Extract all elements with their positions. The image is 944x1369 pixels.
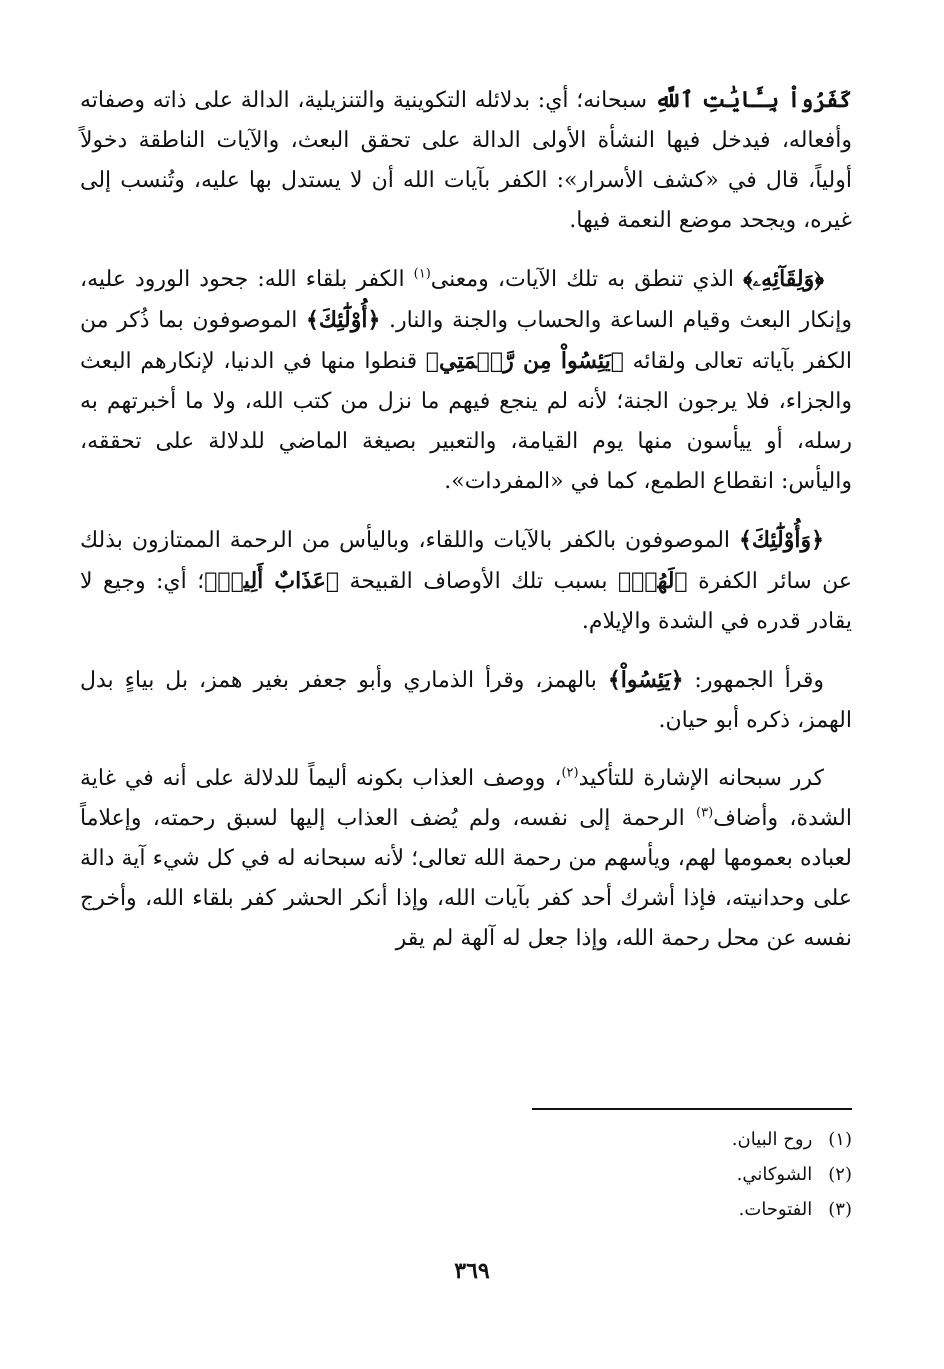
paragraph-2 (80, 259, 852, 502)
footnote-text: روح البيان. (731, 1129, 813, 1150)
paragraph-text: وقرأ الجمهور: (683, 668, 824, 693)
quran-quote: ﴿وَأُوْلَٰٓئِكَ﴾ (738, 527, 824, 553)
paragraph-5 (80, 759, 852, 959)
paragraph-text: سبحانه؛ أي: بدلائله التكوينية والتنزيلية، الدالة على ذاته وصفاته وأفعاله، فيدخل فيها النشأة الأولى الدالة على تحقق البعث، والآيات الناطقة دخولاً أولياً، قال في «كشف الأسرار»: الكفر بآيات الله أن لا يستدل بها عليه، وتُنسب إلى غيره، ويجحد موضع النعمة فيها. (80, 88, 852, 233)
quran-quote: كَفَرُواْ بِـَٔايَٰتِ ٱللَّهِ (654, 87, 852, 113)
footnote-number: (٢) (828, 1164, 852, 1185)
footnote-ref: (٣) (696, 805, 714, 821)
footnote-ref: (٢) (561, 765, 579, 781)
paragraph-text: قنطوا منها في الدنيا، لإنكارهم البعث والجزاء، فلا يرجون الجنة؛ لأنه لم ينجع فيهم ما نزل من كتب الله، ولا ما أخبرتهم به رسله، أو ييأسون منها يوم القيامة، والتعبير بصيغة الماضي للدلالة على تحققه، واليأس: انقطاع الطمع، كما في «المفردات». (80, 349, 852, 494)
paragraph-text: الموصوفون بما ذُكر من الكفر بآياته تعالى ولقائه (80, 308, 852, 374)
footnote-1 (352, 1122, 852, 1157)
footnotes (352, 1122, 852, 1227)
paragraph-text: الذي تنطق به تلك الآيات، ومعنى (430, 267, 744, 292)
paragraph-1 (80, 80, 852, 241)
page-number: ٣٦٩ (454, 1258, 490, 1284)
page-body (80, 80, 852, 977)
quran-quote: ﴿وَلِقَآئِهِۦ﴾ (743, 266, 824, 292)
footnote-separator (532, 1108, 852, 1110)
footnote-number: (١) (828, 1129, 852, 1150)
footnote-text: الشوكاني. (736, 1164, 813, 1185)
paragraph-text: ، ووصف العذاب بكونه أليماً للدلالة على أنه في غاية الشدة، وأضاف (80, 766, 852, 831)
footnote-text: الفتوحات. (738, 1199, 813, 1220)
quran-quote: ﴿عَذَابٌ أَلِيمٞ﴾ (204, 568, 340, 594)
paragraph-text: بالهمز، وقرأ الذماري وأبو جعفر بغير همز، بل بياءٍ بدل الهمز، ذكره أبو حيان. (80, 668, 852, 733)
quran-quote: ﴿يَئِسُواْ﴾ (607, 667, 684, 693)
paragraph-text: ؛ أي: وجيع لا يقادر قدره في الشدة والإيلام. (80, 569, 852, 634)
footnote-2 (352, 1157, 852, 1192)
paragraph-3 (80, 520, 852, 642)
footnote-ref: (١) (413, 266, 431, 282)
paragraph-text: الكفر بلقاء الله: جحود الورود عليه، وإنكار البعث وقيام الساعة والحساب والجنة والنار. (80, 267, 852, 333)
paragraph-4 (80, 660, 852, 741)
paragraph-text: كرر سبحانه الإشارة للتأكيد (578, 766, 824, 791)
paragraph-text: الرحمة إلى نفسه، ولم يُضف العذاب إليها لسبق رحمته، وإعلاماً لعباده بعمومها لهم، ويأسهم من رحمة الله تعالى؛ لأنه سبحانه له في كل شيء آية دالة على وحدانيته، فإذا أشرك أحد كفر بآيات الله، وإذا أنكر الحشر كفر بلقاء الله، وأخرج نفسه عن محل رحمة الله، وإذا جعل له آلهة لم يقر (80, 806, 852, 951)
quran-quote: ﴿يَئِسُواْ مِن رَّحۡمَتِي﴾ (425, 348, 624, 374)
footnote-number: (٣) (828, 1199, 852, 1220)
footnote-3 (352, 1192, 852, 1227)
quran-quote: ﴿لَهُمۡ﴾ (617, 568, 688, 594)
quran-quote: ﴿أُوْلَٰٓئِكَ﴾ (305, 307, 381, 333)
paragraph-text: الموصوفون بالكفر بالآيات واللقاء، وباليأس من الرحمة الممتازون بذلك عن سائر الكفرة (80, 528, 853, 594)
paragraph-text: بسبب تلك الأوصاف القبيحة (339, 569, 618, 594)
